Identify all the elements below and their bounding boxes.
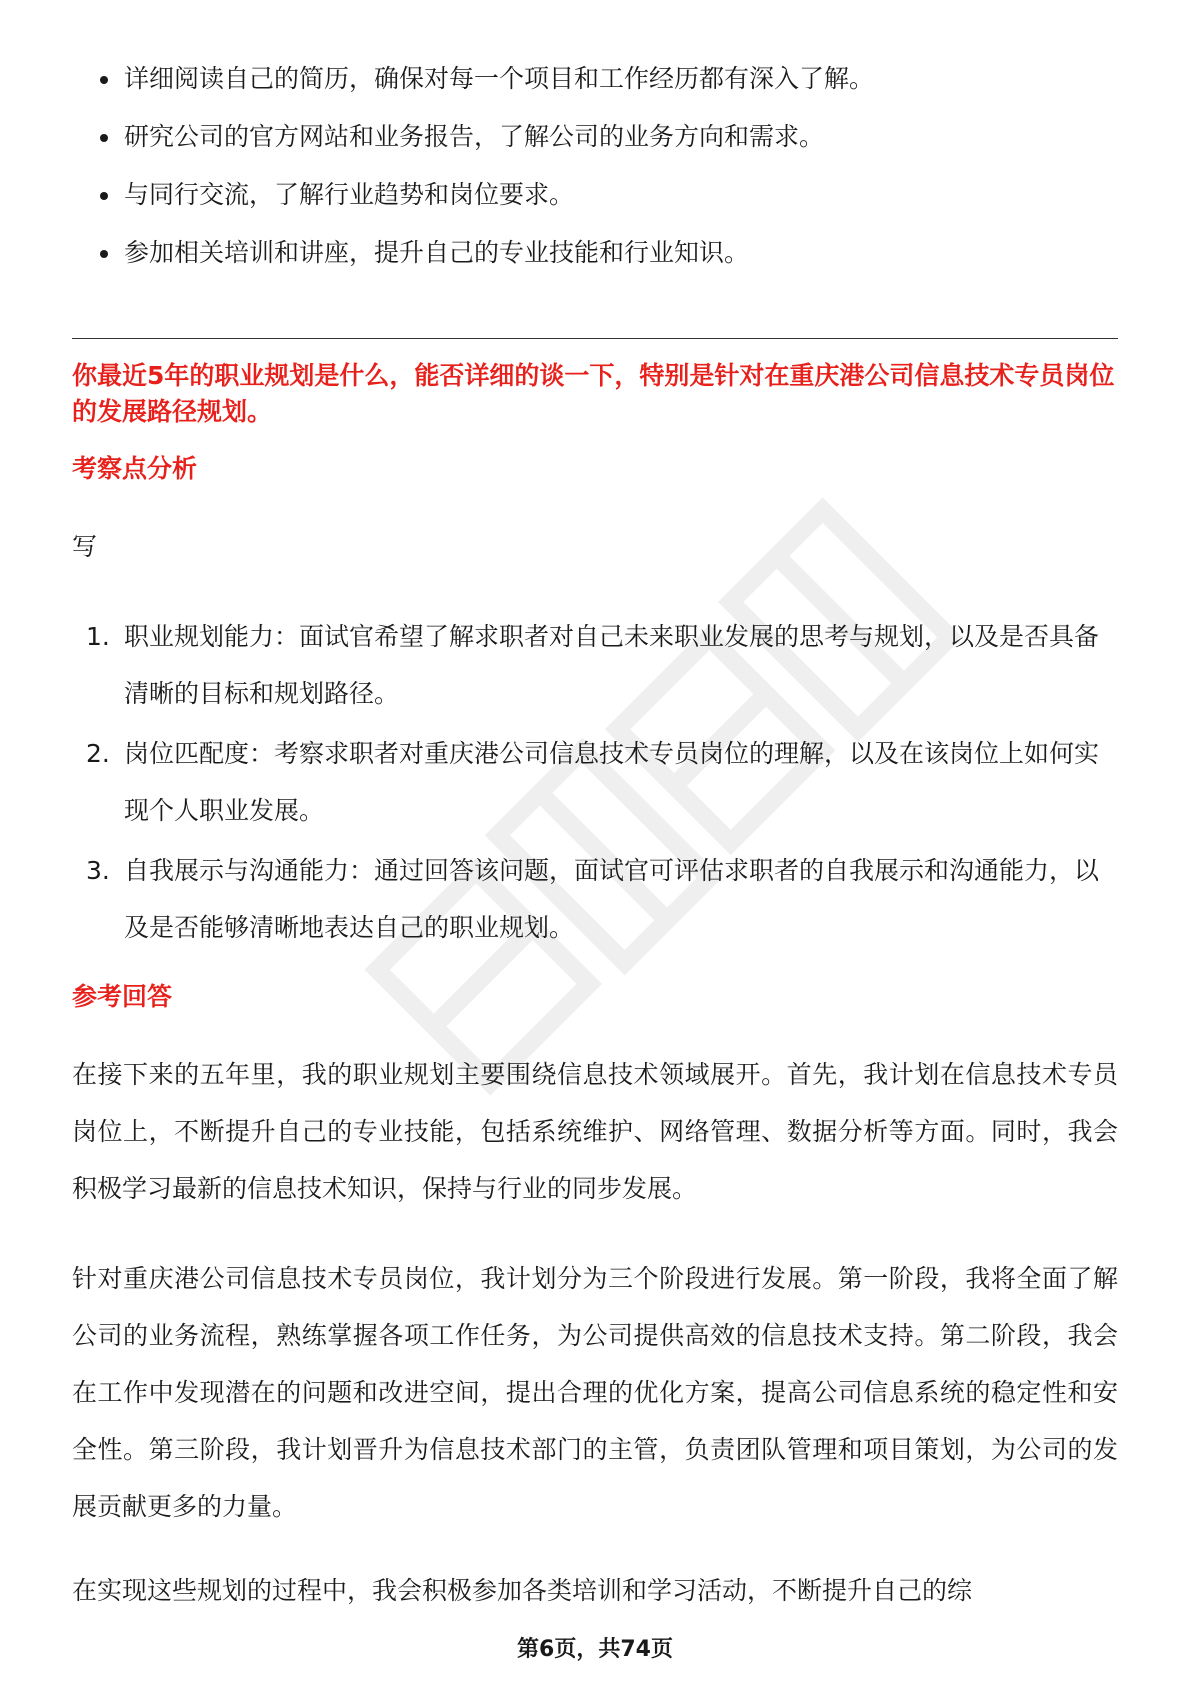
tips-list (72, 62, 1112, 294)
answer-paragraph: 针对重庆港公司信息技术专员岗位，我计划分为三个阶段进行发展。第一阶段，我将全面了解公司的业务流程，熟练掌握各项工作任务，为公司提供高效的信息技术支持。第二阶段，我会在工作中发现潜在的问题和改进空间，提出合理的优化方案，提高公司信息系统的稳定性和安全性。第三阶段，我计划晋升为信息技术部门的主管，负责团队管理和项目策划，为公司的发展贡献更多的力量。 (72, 1264, 1118, 1521)
list-item-text: 研究公司的官方网站和业务报告，了解公司的业务方向和需求。 (124, 122, 825, 151)
page-number: 第6页，共74页 (517, 1637, 673, 1662)
bullet-dot-icon (100, 134, 108, 142)
list-item (72, 62, 1112, 96)
list-item (72, 236, 1112, 270)
analysis-heading: 考察点分析 (72, 454, 198, 483)
bullet-dot-icon (100, 76, 108, 84)
answer-paragraph: 在实现这些规划的过程中，我会积极参加各类培训和学习活动，不断提升自己的综 (72, 1576, 973, 1605)
list-item-text: 职业规划能力：面试官希望了解求职者对自己未来职业发展的思考与规划，以及是否具备清晰的目标和规划路径。 (124, 622, 1100, 708)
list-item (72, 178, 1112, 212)
analysis-list (72, 608, 1118, 959)
list-item-text: 详细阅读自己的简历，确保对每一个项目和工作经历都有深入了解。 (124, 64, 875, 93)
question-heading: 你最近5年的职业规划是什么，能否详细的谈一下，特别是针对在重庆港公司信息技术专员岗位的发展路径规划。 (72, 361, 1115, 426)
list-item (72, 608, 1118, 722)
list-item-text: 参加相关培训和讲座，提升自己的专业技能和行业知识。 (124, 238, 750, 267)
bullet-dot-icon (100, 192, 108, 200)
list-number: 3. (86, 856, 110, 885)
answer-heading: 参考回答 (72, 982, 173, 1011)
list-item-text: 岗位匹配度：考察求职者对重庆港公司信息技术专员岗位的理解，以及在该岗位上如何实现个人职业发展。 (124, 739, 1100, 825)
section-divider (72, 338, 1118, 339)
list-item-text: 与同行交流，了解行业趋势和岗位要求。 (124, 180, 575, 209)
list-item (72, 725, 1118, 839)
list-item (72, 120, 1112, 154)
list-item (72, 842, 1118, 956)
analysis-intro: 写 (72, 532, 98, 561)
list-item-text: 自我展示与沟通能力：通过回答该问题，面试官可评估求职者的自我展示和沟通能力，以及是否能够清晰地表达自己的职业规划。 (124, 856, 1100, 942)
list-number: 2. (86, 739, 110, 768)
answer-paragraph: 在接下来的五年里，我的职业规划主要围绕信息技术领域展开。首先，我计划在信息技术专员岗位上，不断提升自己的专业技能，包括系统维护、网络管理、数据分析等方面。同时，我会积极学习最新的信息技术知识，保持与行业的同步发展。 (72, 1060, 1118, 1203)
bullet-dot-icon (100, 250, 108, 258)
list-number: 1. (86, 622, 110, 651)
